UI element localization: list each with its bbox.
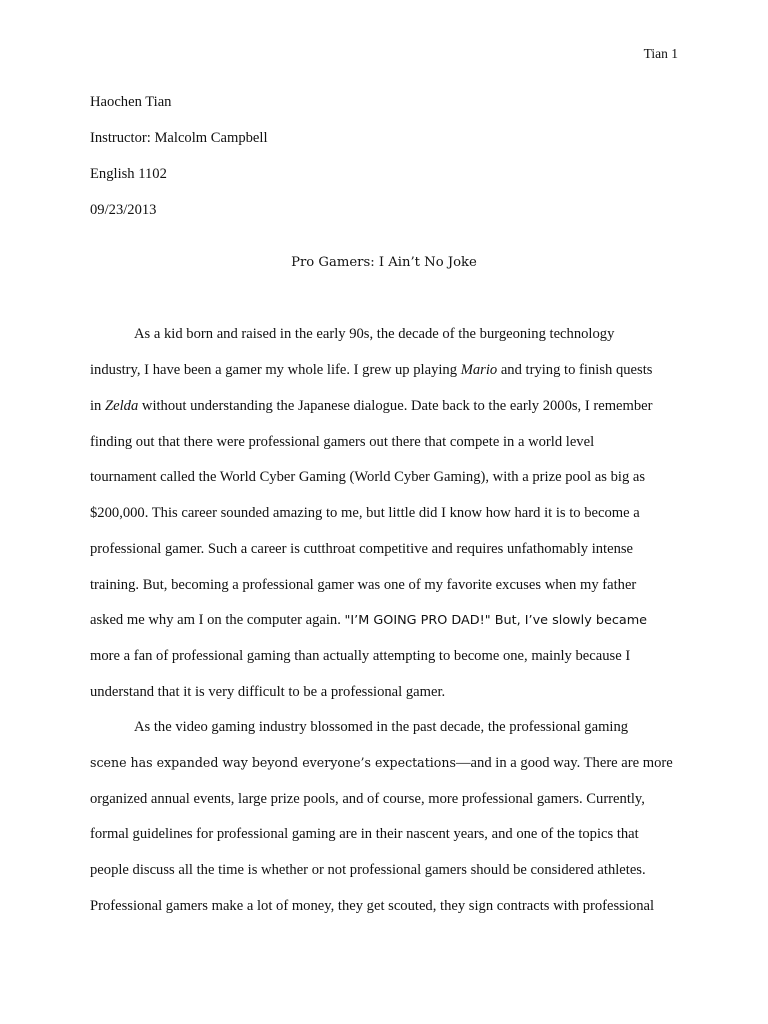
body-line: tournament called the World Cyber Gaming (World Cyber Gaming), with a prize pool as big as: [90, 469, 646, 485]
body-line: As a kid born and raised in the early 90s, the decade of the burgeoning technology: [134, 326, 615, 342]
body-line: people discuss all the time is whether or not professional gamers should be considered athletes.: [90, 862, 646, 878]
body-text: asked me why am I on the computer again.: [90, 612, 345, 628]
body-text: industry, I have been a gamer my whole life. I grew up playing: [90, 362, 461, 378]
body-line: organized annual events, large prize pools, and of course, more professional gamers. Currently,: [90, 791, 645, 807]
instructor-line: Instructor: Malcolm Campbell: [90, 130, 268, 146]
body-text: —and in a good way. There are more: [455, 755, 673, 771]
body-line: Professional gamers make a lot of money, they get scouted, they sign contracts with professional: [90, 898, 655, 914]
page-number: Tian 1: [643, 46, 678, 61]
body-line: more a fan of professional gaming than actually attempting to become one, mainly because I: [90, 648, 631, 664]
body-text: and trying to finish quests: [497, 362, 653, 378]
game-title-mario: Mario: [460, 362, 498, 378]
body-line: [90, 361, 652, 379]
body-line: [90, 754, 673, 772]
essay-title: Pro Gamers: I Ain’t No Joke: [291, 255, 477, 270]
quoted-exclamation: "I’M GOING PRO DAD!" But, I’ve slowly became: [344, 613, 648, 628]
body-line: training. But, becoming a professional gamer was one of my favorite excuses when my father: [90, 577, 637, 593]
body-line: formal guidelines for professional gaming are in their nascent years, and one of the topics that: [90, 826, 639, 842]
body-text-alt-font: scene has expanded way beyond everyone’s expectations: [90, 755, 456, 770]
game-title-zelda: Zelda: [105, 398, 139, 414]
course-line: English 1102: [90, 166, 167, 182]
body-line: [90, 397, 653, 415]
body-line: professional gamer. Such a career is cutthroat competitive and requires unfathomably intense: [90, 541, 634, 557]
date-line: 09/23/2013: [90, 202, 157, 218]
body-text: in: [90, 398, 105, 414]
body-line: As the video gaming industry blossomed in the past decade, the professional gaming: [134, 719, 629, 735]
author-name: Haochen Tian: [90, 94, 172, 110]
body-line: $200,000. This career sounded amazing to me, but little did I know how hard it is to become a: [90, 505, 640, 521]
body-text: without understanding the Japanese dialogue. Date back to the early 2000s, I remember: [138, 398, 653, 414]
body-line: finding out that there were professional gamers out there that compete in a world level: [90, 434, 595, 450]
body-line: [90, 611, 647, 630]
body-line: understand that it is very difficult to be a professional gamer.: [90, 684, 446, 700]
